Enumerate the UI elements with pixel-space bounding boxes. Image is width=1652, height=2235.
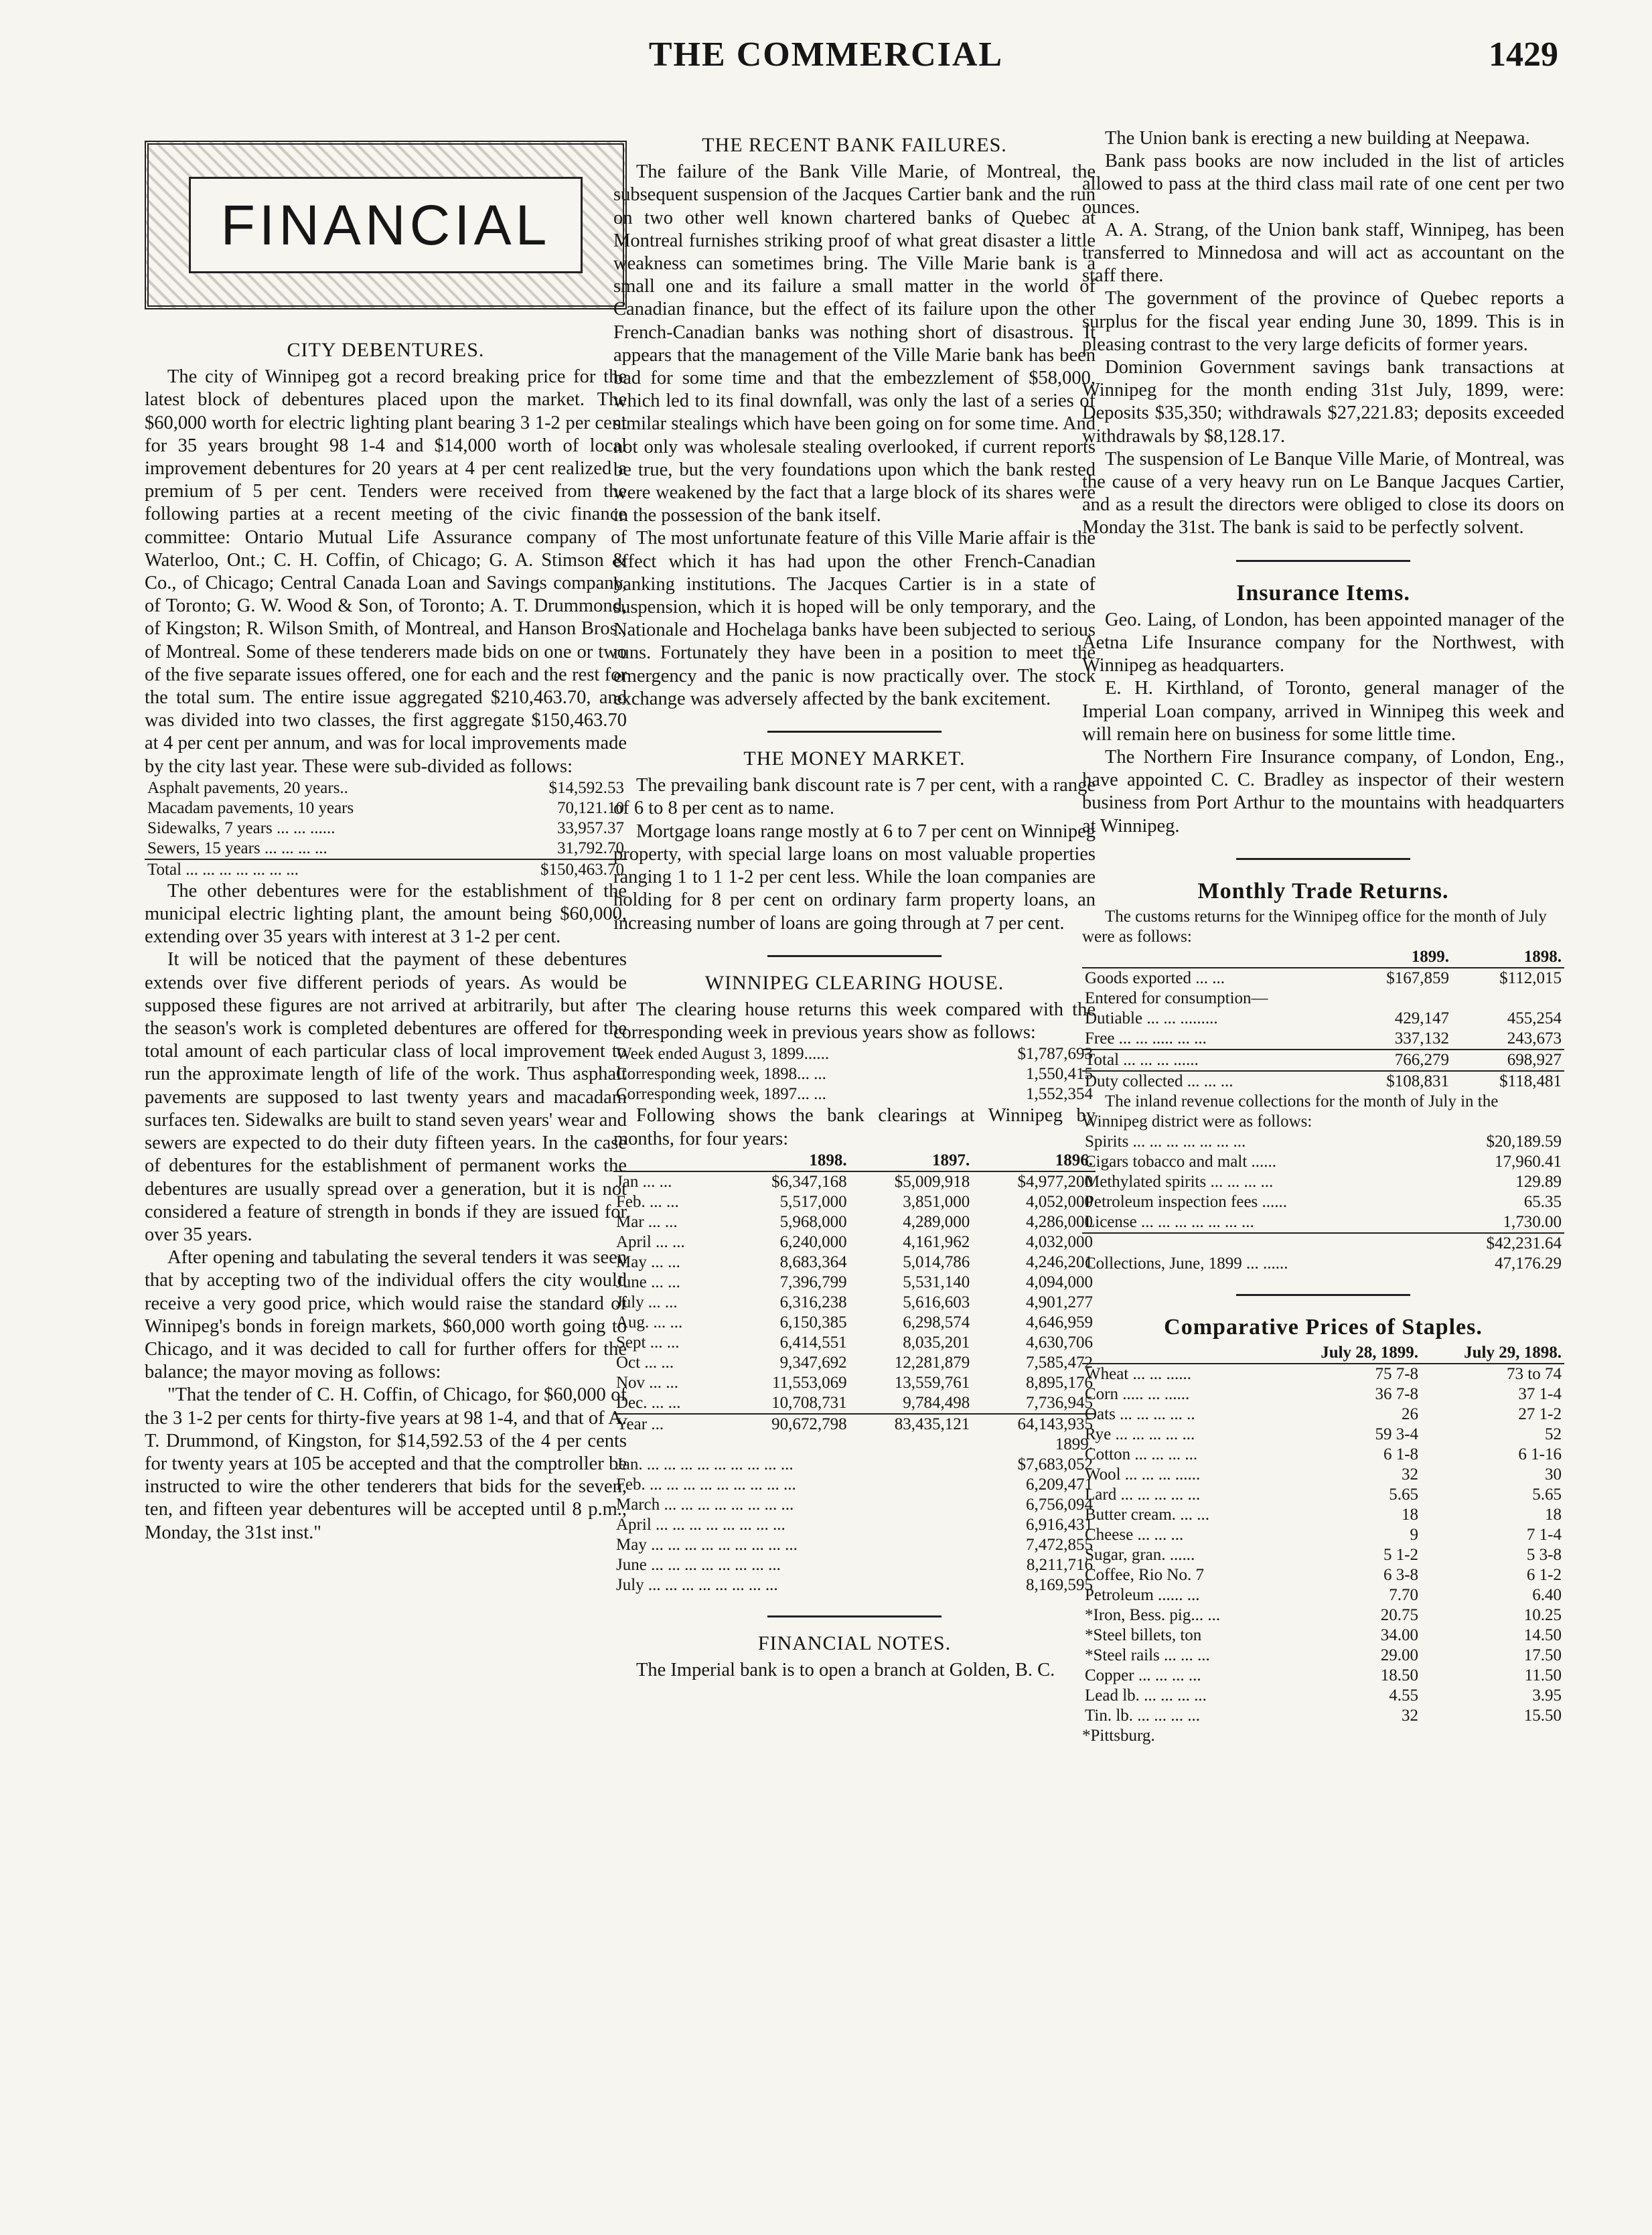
table-row: [613, 1044, 1096, 1064]
city-debentures-paragraph: After opening and tabulating the several tenders it was seen that by accepting two of the individual offers the city would receive a very good price, which would raise the standard of Winnipeg's bonds in foreign markets, $60,000 worth going to Chicago, and it was decided to call for further offers for the balance; the mayor moving as follows:: [145, 1247, 627, 1383]
row-value: $108,831: [1386, 1072, 1449, 1091]
bank-failures-paragraph: The failure of the Bank Ville Marie, of Montreal, the subsequent suspension of the Jacques Cartier bank and the run on two other well known chartered banks of Quebec at Montreal furnishes striking proof of what great disaster a little weakness can sometimes bring. The Ville Marie bank is a small one and its failure a small matter in the world of Canadian finance, but the effect of its failure upon the other French-Canadian banks was nothing short of disastrous. It appears that the management of the Ville Marie bank has been bad for some time and that the embezzlement of $58,000, which led to its final downfall, was only the last of a series of similar stealings which have been going on for some time. And not only was wholesale stealing overlooked, if current reports be true, but the very foundations upon which the bank rested were weakened by the fact that a large block of its shares were in the possession of the bank itself.: [613, 161, 1096, 526]
row-amount: 1,550,415: [1026, 1065, 1093, 1084]
row-amount: 70,121.10: [557, 798, 624, 817]
table-total-row: [1082, 1050, 1564, 1071]
table-row: [613, 1212, 1096, 1232]
publication-title: THE COMMERCIAL: [648, 35, 1004, 74]
table-row: [145, 818, 627, 839]
bank-note-paragraph: The Union bank is erecting a new building at Neepawa.: [1105, 128, 1530, 149]
table-row: [613, 1555, 1096, 1575]
table-row: [613, 1313, 1096, 1333]
row-label: Asphalt pavements, 20 years..: [147, 778, 348, 797]
header-year: 1899.: [1055, 1435, 1093, 1453]
row-value: 17,960.41: [1495, 1153, 1562, 1171]
table-row: [613, 1373, 1096, 1393]
row-value: 52: [1545, 1425, 1562, 1444]
row-value: 7,736,945: [1026, 1393, 1093, 1412]
table-row: [613, 1495, 1096, 1515]
row-value: 12,281,879: [894, 1353, 970, 1372]
row-label: Nov ... ...: [616, 1373, 679, 1392]
header-blank: [1082, 947, 1338, 968]
row-label: Dec. ... ...: [616, 1393, 681, 1412]
bank-note-paragraph: The government of the province of Quebec reports a surplus for the fiscal year ending June 30, 1899. This is in pleasing contrast to the very large deficits of former years.: [1082, 288, 1564, 355]
header-year: 1897.: [850, 1151, 973, 1171]
table-row: [1082, 1585, 1564, 1605]
row-value: 9: [1410, 1526, 1419, 1544]
row-label: June ... ... ... ... ... ... ... ...: [616, 1555, 781, 1574]
row-value: 8,895,176: [1026, 1373, 1093, 1392]
table-row: [613, 1333, 1096, 1353]
bank-note-paragraph: A. A. Strang, of the Union bank staff, Winnipeg, has been transferred to Minnedosa and will act as accountant on the staff there.: [1082, 219, 1564, 287]
money-market-heading: THE MONEY MARKET.: [743, 747, 966, 770]
row-value: 7 1-4: [1526, 1526, 1562, 1544]
financial-masthead: [145, 141, 627, 309]
header-year: 1896.: [972, 1151, 1096, 1171]
bank-note-paragraph: Dominion Government savings bank transactions at Winnipeg for the month ending 31st July, 1899, were: Deposits $35,350; withdrawals $27,221.83; deposits exceeded withdrawals by $8,128.17.: [1082, 357, 1564, 447]
table-row: [145, 839, 627, 859]
row-value: 30: [1545, 1465, 1562, 1484]
table-row: [1082, 1364, 1564, 1384]
total-amount: $42,231.64: [1486, 1234, 1562, 1253]
table-row: [1082, 1605, 1564, 1626]
money-market-paragraph: The prevailing bank discount rate is 7 per cent, with a range of 6 to 8 per cent as to name.: [613, 775, 1096, 819]
row-value: 7,472,855: [1026, 1535, 1093, 1554]
table-row: [1082, 1545, 1564, 1565]
row-value: $167,859: [1386, 969, 1449, 988]
clearings-1899-body: [613, 1455, 1096, 1595]
table-row: [613, 1353, 1096, 1373]
money-market-paragraph: Mortgage loans range mostly at 6 to 7 per cent on Winnipeg property, with special large loans on most valuable properties ranging 1 to 1 1-2 per cent less. While the loan companies are holding for 8 per cent on ordinary farm property loans, an increasing number of loans are going through at 7 per cent.: [613, 820, 1096, 934]
table-row: [145, 798, 627, 818]
row-value: 32: [1402, 1707, 1419, 1725]
row-value: 75 7-8: [1375, 1365, 1419, 1384]
inland-revenue-body: [1082, 1132, 1564, 1233]
row-label: April ... ... ... ... ... ... ... ...: [616, 1515, 785, 1534]
row-value: 5,014,786: [903, 1252, 970, 1271]
row-value: 59 3-4: [1375, 1425, 1419, 1444]
row-label: Spirits ... ... ... ... ... ... ...: [1085, 1133, 1246, 1151]
row-value: 5.65: [1389, 1486, 1419, 1504]
table-row: [613, 1455, 1096, 1475]
table-row: [1082, 1666, 1564, 1686]
row-label: March ... ... ... ... ... ... ... ...: [616, 1495, 794, 1514]
table-row: [613, 1475, 1096, 1495]
row-value: 11.50: [1524, 1666, 1562, 1685]
row-value: 698,927: [1507, 1051, 1562, 1070]
table-row: [613, 1252, 1096, 1273]
row-value: 6,316,238: [779, 1293, 847, 1311]
row-value: 4,901,277: [1026, 1293, 1093, 1311]
row-value: 6 1-2: [1526, 1566, 1562, 1585]
header-blank: [1082, 1343, 1278, 1364]
city-debentures-quote: "That the tender of C. H. Coffin, of Chicago, for $60,000 of the 3 1-2 per cents for thirty-five years at 98 1-4, and that of A. T. Drummond, of Kingston, for $14,592.53 of the 4 per cents for twenty years at 105 be accepted and that the comptroller be instructed to wire the other tenderers that bids for the seven, ten, and fifteen year debentures will be accepted until 8 p.m., Monday, the 31st inst.": [145, 1384, 627, 1543]
row-value: 4,161,962: [903, 1232, 970, 1251]
table-row: [1082, 989, 1564, 1009]
row-value: 6 1-8: [1383, 1445, 1419, 1464]
row-value: 18: [1402, 1506, 1419, 1524]
total-amount: $150,463.70: [540, 860, 624, 879]
table-row: [613, 1171, 1096, 1192]
table-row: [1082, 1132, 1564, 1152]
table-row: [1082, 1445, 1564, 1465]
table-row: [1082, 1212, 1564, 1233]
row-label: Goods exported ... ...: [1085, 969, 1225, 988]
header-month: [613, 1151, 727, 1171]
row-label: Tin. lb. ... ... ... ...: [1085, 1707, 1201, 1725]
row-label: Macadam pavements, 10 years: [147, 798, 354, 817]
insurance-paragraph: Geo. Laing, of London, has been appointed manager of the Aetna Life Insurance company for the Northwest, with Winnipeg as headquarters.: [1082, 609, 1564, 676]
masthead-label: FINANCIAL: [220, 193, 551, 257]
table-row: [1082, 1525, 1564, 1545]
row-label: April ... ...: [616, 1232, 685, 1251]
table-row: [1082, 1485, 1564, 1505]
table-header-row: [613, 1435, 1096, 1455]
row-label: Corresponding week, 1897... ...: [616, 1085, 826, 1104]
row-value: 6,414,551: [779, 1333, 847, 1352]
row-label: Lead lb. ... ... ... ...: [1085, 1686, 1207, 1705]
row-value: $20,189.59: [1486, 1133, 1562, 1151]
row-label: Feb. ... ... ... ... ... ... ... ... ...: [616, 1475, 796, 1494]
row-value: 5,968,000: [779, 1212, 847, 1231]
row-value: 73 to 74: [1507, 1365, 1562, 1384]
total-1896: 64,143,935: [1017, 1415, 1093, 1433]
row-value: 13,559,761: [894, 1373, 970, 1392]
row-label: Rye ... ... ... ... ...: [1085, 1425, 1195, 1444]
row-value: 6 1-16: [1518, 1445, 1562, 1464]
table-row: [613, 1393, 1096, 1414]
row-value: 6,240,000: [779, 1232, 847, 1251]
row-value: 5 3-8: [1526, 1546, 1562, 1565]
column-3: [1082, 127, 1564, 1746]
row-label: July ... ...: [616, 1293, 678, 1311]
table-row: [1082, 1172, 1564, 1192]
row-label: Cheese ... ... ...: [1085, 1526, 1184, 1544]
table-row: [1082, 1384, 1564, 1404]
row-value: $6,347,168: [771, 1172, 847, 1191]
row-label: Sewers, 15 years ... ... ... ...: [147, 839, 327, 857]
row-value: $7,683,052: [1017, 1455, 1093, 1473]
row-label: Petroleum inspection fees ......: [1085, 1193, 1288, 1212]
debenture-subdivision-table: [145, 778, 627, 880]
section-divider: [767, 1615, 942, 1617]
row-value: $4,977,200: [1017, 1172, 1093, 1191]
row-value: 32: [1402, 1465, 1419, 1484]
table-row: [613, 1084, 1096, 1104]
row-value: 34.00: [1380, 1626, 1419, 1645]
row-value: 5,531,140: [903, 1273, 970, 1291]
clearing-house-paragraph: The clearing house returns this week compared with the corresponding week in previous years show as follows:: [613, 999, 1096, 1043]
clearings-1899-table: [613, 1435, 1096, 1595]
row-value: 10.25: [1523, 1606, 1562, 1625]
row-label: Coffee, Rio No. 7: [1085, 1566, 1204, 1585]
inland-revenue-intro: The inland revenue collections for the month of July in the Winnipeg district were as follows:: [1082, 1092, 1499, 1131]
running-head: [87, 35, 1565, 88]
table-total-row: [145, 859, 627, 880]
table-row: [1082, 1465, 1564, 1485]
table-total-row: [613, 1414, 1096, 1435]
row-value: 11,553,069: [772, 1373, 847, 1392]
row-value: 5,517,000: [779, 1192, 847, 1211]
row-label: Sept ... ...: [616, 1333, 680, 1352]
row-label: *Steel rails ... ... ...: [1085, 1646, 1210, 1665]
row-amount: 1,552,354: [1026, 1085, 1093, 1104]
row-label: Butter cream. ... ...: [1085, 1506, 1210, 1524]
table-header-row: [613, 1151, 1096, 1171]
row-value: 6,756,094: [1026, 1495, 1093, 1514]
row-value: 7.70: [1389, 1586, 1419, 1605]
table-row: [613, 1535, 1096, 1555]
table-row: [1082, 1706, 1564, 1726]
bank-failures-heading: THE RECENT BANK FAILURES.: [702, 134, 1007, 156]
table-row: [1082, 1152, 1564, 1172]
row-value: 9,347,692: [779, 1353, 847, 1372]
row-value: 8,211,716: [1026, 1555, 1093, 1574]
row-label: July ... ... ... ... ... ... ... ...: [616, 1575, 778, 1594]
row-value: 3.95: [1532, 1686, 1562, 1705]
header-year: 1898.: [1452, 947, 1564, 968]
row-value: 129.89: [1515, 1173, 1562, 1192]
section-divider: [1236, 560, 1410, 562]
insurance-paragraph: E. H. Kirthland, of Toronto, general manager of the Imperial Loan company, arrived in Winnipeg this week and will remain here on business for some little time.: [1082, 678, 1564, 745]
row-value: 7,396,799: [779, 1273, 847, 1291]
row-label: Entered for consumption—: [1085, 989, 1268, 1008]
row-value: 429,147: [1394, 1009, 1449, 1028]
table-total-row: [1082, 1233, 1564, 1254]
row-value: 4,630,706: [1026, 1333, 1093, 1352]
row-label: Feb. ... ...: [616, 1192, 679, 1211]
column-1: [145, 127, 627, 1544]
row-value: 4,289,000: [903, 1212, 970, 1231]
staples-price-table: [1082, 1343, 1564, 1726]
total-1898: 90,672,798: [771, 1415, 847, 1433]
row-label: Sugar, gran. ......: [1085, 1546, 1195, 1565]
row-label: Aug. ... ...: [616, 1313, 683, 1331]
total-label: Year ...: [616, 1415, 664, 1433]
row-value: 65.35: [1523, 1193, 1562, 1212]
row-value: 27 1-2: [1518, 1405, 1562, 1424]
row-value: $118,481: [1499, 1072, 1562, 1091]
row-label: Mar ... ...: [616, 1212, 678, 1231]
row-value: 29.00: [1380, 1646, 1419, 1665]
table-row: [145, 778, 627, 798]
row-value: 5 1-2: [1383, 1546, 1419, 1565]
table-row: [1082, 968, 1564, 989]
row-value: $5,009,918: [894, 1172, 970, 1191]
row-value: 8,683,364: [779, 1252, 847, 1271]
bank-note-paragraph: The suspension of Le Banque Ville Marie, of Montreal, was the cause of a very heavy run on Le Banque Jacques Cartier, and as a result the directors were obliged to close its doors on Monday the 31st. The bank is said to be perfectly solvent.: [1082, 448, 1564, 538]
row-value: 18: [1545, 1506, 1562, 1524]
row-value: 3,851,000: [903, 1192, 970, 1211]
inland-revenue-table: [1082, 1132, 1564, 1274]
city-debentures-heading: CITY DEBENTURES.: [287, 339, 485, 361]
customs-returns-table: [1082, 947, 1564, 1092]
row-value: 337,132: [1394, 1029, 1449, 1048]
section-divider: [1236, 858, 1410, 860]
staples-heading: Comparative Prices of Staples.: [1164, 1315, 1483, 1340]
table-row: [613, 1232, 1096, 1252]
trade-returns-intro: The customs returns for the Winnipeg office for the month of July were as follows:: [1082, 908, 1547, 946]
row-label: Cigars tobacco and malt ......: [1085, 1153, 1277, 1171]
header-blank: [613, 1435, 950, 1455]
row-label: Jan ... ...: [616, 1172, 672, 1191]
city-debentures-paragraph: The city of Winnipeg got a record breaking price for the latest block of debentures placed upon the market. The $60,000 worth for electric lighting plant bearing 3 1-2 per cent for 35 years brought 98 1-4 and $14,000 worth of local improvement debentures for 20 years at 4 per cent realized a premium of 5 per cent. Tenders were received from the following parties at a recent meeting of the civic finance committee: Ontario Mutual Life Assurance company of Waterloo, Ont.; C. H. Coffin, of Chicago; G. A. Stimson & Co., of Chicago; Central Canada Loan and Savings company, of Toronto; G. W. Wood & Son, of Toronto; A. T. Drummond, of Kingston; R. Wilson Smith, of Montreal, and Hanson Bros., of Montreal. Some of these tenderers made bids on one or two of the five separate issues offered, one for each and the rest for the total sum. The entire issue aggregated $210,463.70, and was divided into two classes, the first aggregate $150,463.70 at 4 per cent per annum, and was for local improvements made by the city last year. These were sub-divided as follows:: [145, 366, 627, 777]
header-year: 1898.: [727, 1151, 850, 1171]
row-value: 4,646,959: [1026, 1313, 1093, 1331]
row-value: 6,916,431: [1026, 1515, 1093, 1534]
row-amount: 47,176.29: [1495, 1254, 1562, 1273]
row-label: Collections, June, 1899 ... ......: [1085, 1254, 1288, 1273]
bank-note-paragraph: Bank pass books are now included in the list of articles allowed to pass at the third class mail rate of one cent per two ounces.: [1082, 151, 1564, 218]
insurance-heading: Insurance Items.: [1236, 580, 1410, 605]
section-divider: [767, 731, 942, 733]
table-row: [1082, 1029, 1564, 1050]
row-value: 36 7-8: [1375, 1385, 1419, 1404]
row-label: Sidewalks, 7 years ... ... ......: [147, 818, 335, 837]
table-header-row: [1082, 947, 1564, 968]
table-row: [613, 1293, 1096, 1313]
monthly-clearings-table: [613, 1151, 1096, 1435]
row-label: *Steel billets, ton: [1085, 1626, 1202, 1645]
masthead-panel: [189, 177, 583, 273]
row-label: Free ... ... ..... ... ...: [1085, 1029, 1207, 1048]
row-value: 10,708,731: [771, 1393, 847, 1412]
header-year: 1899.: [1338, 947, 1452, 968]
row-label: Lard ... ... ... ... ...: [1085, 1486, 1201, 1504]
row-label: Jan. ... ... ... ... ... ... ... ... ...: [616, 1455, 794, 1473]
row-label: Total ... ... ... ......: [1085, 1051, 1199, 1070]
row-label: Corresponding week, 1898... ...: [616, 1065, 826, 1084]
row-value: 4.55: [1389, 1686, 1419, 1705]
table-row: [613, 1515, 1096, 1535]
row-amount: 31,792.70: [557, 839, 624, 857]
table-row: [1082, 1626, 1564, 1646]
table-row: [613, 1192, 1096, 1212]
total-label: Total ... ... ... ... ... ... ...: [147, 860, 299, 879]
row-value: 20.75: [1380, 1606, 1419, 1625]
row-label: Dutiable ... ... .........: [1085, 1009, 1218, 1028]
table-row: [1082, 1565, 1564, 1585]
staples-body: [1082, 1364, 1564, 1726]
row-value: 5.65: [1532, 1486, 1562, 1504]
table-row: [1082, 1404, 1564, 1425]
table-header-row: [1082, 1343, 1564, 1364]
row-label: Duty collected ... ... ...: [1085, 1072, 1233, 1091]
city-debentures-paragraph: It will be noticed that the payment of these debentures extends over five different periods of years. As would be supposed these figures are not arrived at arbitrarily, but after the season's work is completed debentures are offered for the total amount of each particular class of local improvement to run the approximate length of life of the work. Thus asphalt pavements are supposed to last twenty years and macadam surfaces ten. Sidewalks are built to stand seven years' wear and sewers are expected to do their duty fifteen years. In the case of debentures for the establishment of permanent works the debentures are usually spread over a generation, but it is not considered a feature of strength in bonds if they are issued for over 35 years.: [145, 949, 627, 1245]
row-label: Corn ..... ... ......: [1085, 1385, 1190, 1404]
row-label: *Iron, Bess. pig... ...: [1085, 1606, 1221, 1625]
header-date: July 29, 1898.: [1421, 1343, 1564, 1364]
table-row: [1082, 1192, 1564, 1212]
row-value: 766,279: [1394, 1051, 1449, 1070]
weekly-clearings-table: [613, 1044, 1096, 1104]
header-date: July 28, 1899.: [1278, 1343, 1421, 1364]
row-value: 17.50: [1523, 1646, 1562, 1665]
row-value: 37 1-4: [1518, 1385, 1562, 1404]
row-value: 15.50: [1523, 1707, 1562, 1725]
row-label: Wool ... ... ... ......: [1085, 1465, 1201, 1484]
row-value: 243,673: [1507, 1029, 1562, 1048]
total-1897: 83,435,121: [894, 1415, 970, 1433]
section-divider: [767, 955, 942, 957]
insurance-paragraph: The Northern Fire Insurance company, of London, Eng., have appointed C. C. Bradley as inspector of their western business from Port Arthur to the mountains with headquarters at Winnipeg.: [1082, 747, 1564, 837]
row-value: 4,052,000: [1026, 1192, 1093, 1211]
table-row: [1082, 1254, 1564, 1274]
row-value: 8,035,201: [903, 1333, 970, 1352]
row-value: 4,246,201: [1026, 1252, 1093, 1271]
row-value: 6,298,574: [903, 1313, 970, 1331]
row-value: 455,254: [1507, 1009, 1562, 1028]
row-label: Oct ... ...: [616, 1353, 674, 1372]
row-label: Oats ... ... ... ... ..: [1085, 1405, 1195, 1424]
table-row: [613, 1575, 1096, 1595]
row-value: $112,015: [1499, 969, 1562, 988]
table-row: [1082, 1505, 1564, 1525]
table-row: [1082, 1071, 1564, 1092]
table-row: [613, 1064, 1096, 1084]
financial-notes-paragraph: The Imperial bank is to open a branch at Golden, B. C.: [636, 1659, 1055, 1680]
row-label: License ... ... ... ... ... ... ...: [1085, 1213, 1254, 1232]
table-row: [1082, 1425, 1564, 1445]
row-value: 4,094,000: [1026, 1273, 1093, 1291]
row-label: May ... ... ... ... ... ... ... ... ...: [616, 1535, 798, 1554]
row-value: 4,032,000: [1026, 1232, 1093, 1251]
row-value: 18.50: [1380, 1666, 1419, 1685]
row-label: Petroleum ...... ...: [1085, 1586, 1200, 1605]
row-amount: $14,592.53: [548, 778, 624, 797]
monthly-clearings-body: [613, 1171, 1096, 1414]
row-label: Cotton ... ... ... ...: [1085, 1445, 1198, 1464]
row-amount: $1,787,693: [1017, 1045, 1093, 1064]
row-value: 14.50: [1523, 1626, 1562, 1645]
trade-returns-heading: Monthly Trade Returns.: [1197, 878, 1449, 904]
row-value: 9,784,498: [903, 1393, 970, 1412]
row-value: 4,286,000: [1026, 1212, 1093, 1231]
row-label: May ... ...: [616, 1252, 680, 1271]
row-value: 8,169,595: [1026, 1575, 1093, 1594]
row-label: Copper ... ... ... ...: [1085, 1666, 1201, 1685]
row-amount: 33,957.37: [557, 818, 624, 837]
staples-footnote: *Pittsburg.: [1082, 1727, 1155, 1745]
row-label: Wheat ... ... ......: [1085, 1365, 1191, 1384]
row-value: 6,209,471: [1026, 1475, 1093, 1494]
clearing-house-heading: WINNIPEG CLEARING HOUSE.: [704, 971, 1004, 994]
table-row: [613, 1273, 1096, 1293]
row-value: 6,150,385: [779, 1313, 847, 1331]
table-row: [1082, 1686, 1564, 1706]
column-2: [613, 127, 1096, 1682]
row-label: Methylated spirits ... ... ... ...: [1085, 1173, 1274, 1192]
row-value: 1,730.00: [1503, 1213, 1562, 1232]
table-row: [1082, 1009, 1564, 1029]
table-row: [1082, 1646, 1564, 1666]
row-value: 6 3-8: [1383, 1566, 1419, 1585]
row-label: June ... ...: [616, 1273, 680, 1291]
row-value: 26: [1402, 1405, 1419, 1424]
total-label: [1082, 1233, 1430, 1254]
page-number: 1429: [1489, 35, 1558, 74]
row-value: 7,585,472: [1026, 1353, 1093, 1372]
city-debentures-paragraph: The other debentures were for the establishment of the municipal electric lighting plant, the amount being $60,000, extending over 35 years with interest at 3 1-2 per cent.: [145, 880, 627, 948]
bank-failures-paragraph: The most unfortunate feature of this Ville Marie affair is the effect which it has had upon the other French-Canadian banking institutions. The Jacques Cartier is in a state of suspension, which it is hoped will be only temporary, and the Nationale and Hochelaga banks have been subjected to serious runs. Fortunately they have been in a position to meet the emergency and the panic is now practically over. The stock exchange was adversely affected by the bank excitement.: [613, 528, 1096, 709]
financial-notes-heading: FINANCIAL NOTES.: [757, 1632, 952, 1654]
row-label: Week ended August 3, 1899......: [616, 1045, 830, 1064]
clearing-house-paragraph: Following shows the bank clearings at Winnipeg by months, for four years:: [613, 1105, 1096, 1149]
row-value: 5,616,603: [903, 1293, 970, 1311]
row-value: 6.40: [1532, 1586, 1562, 1605]
section-divider: [1236, 1294, 1410, 1296]
